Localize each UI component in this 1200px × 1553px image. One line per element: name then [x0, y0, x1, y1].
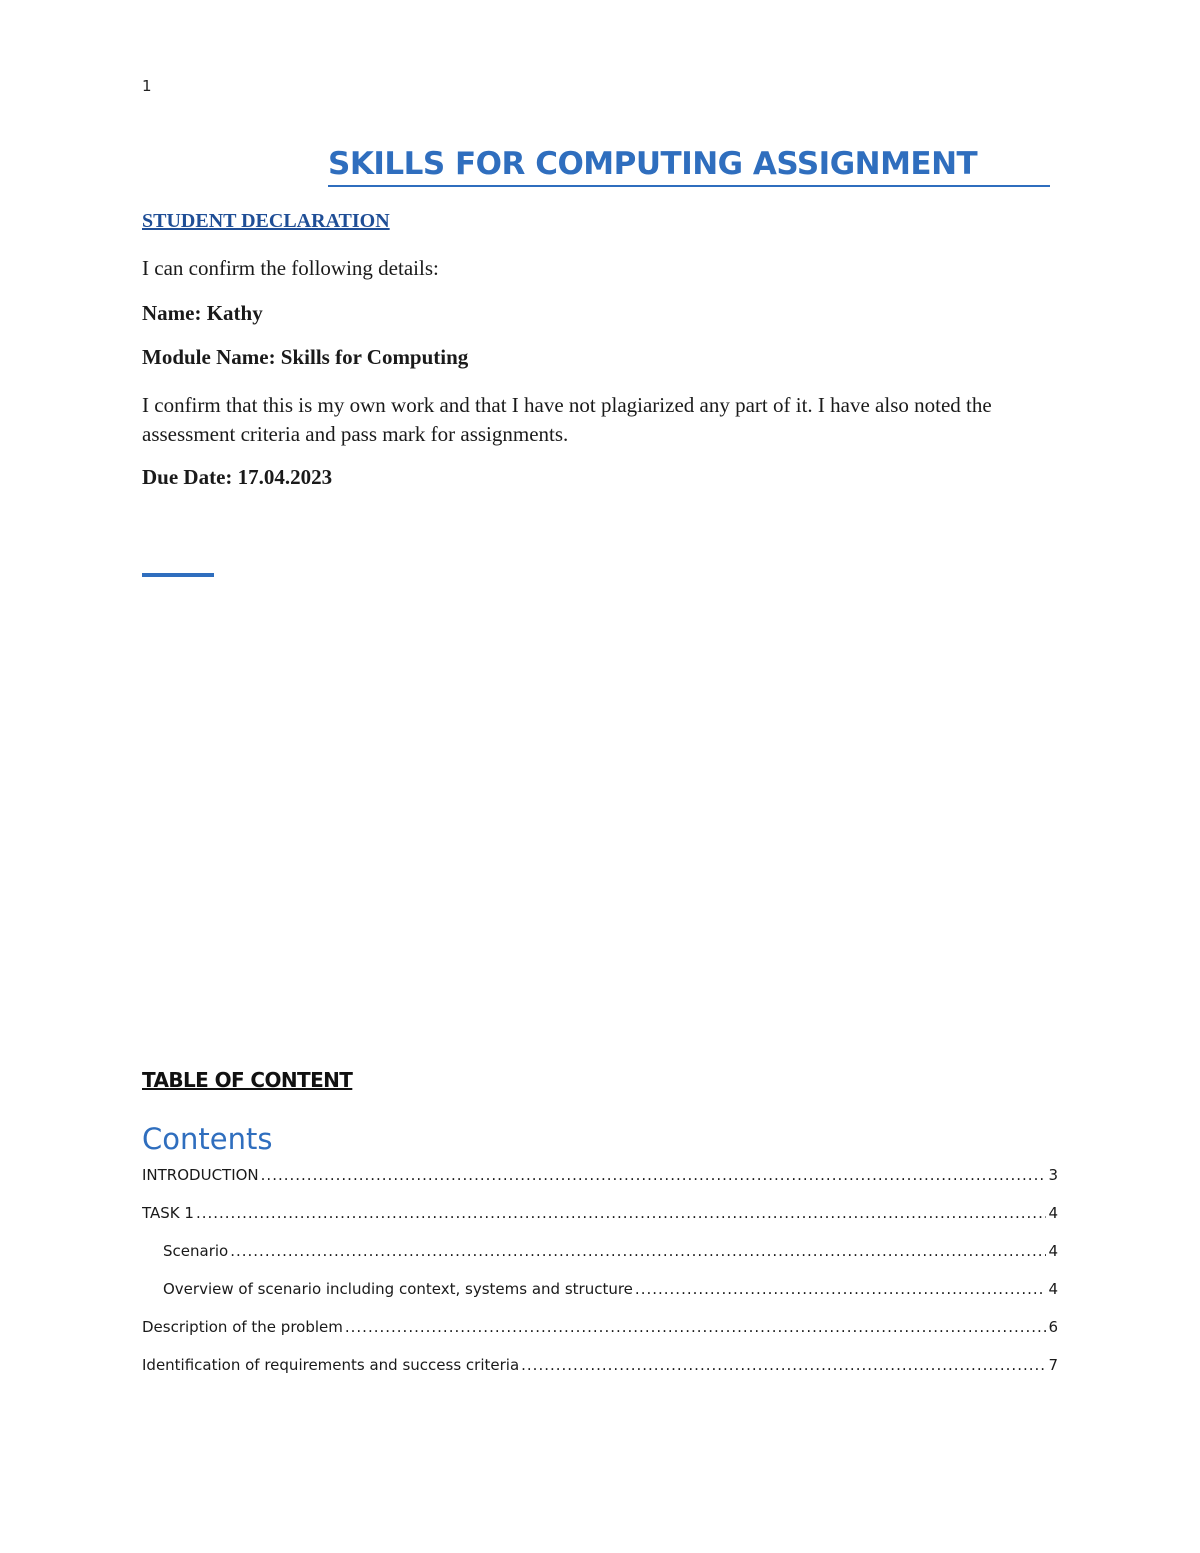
toc-entry-page: 4: [1048, 1204, 1058, 1222]
toc-entry-label: INTRODUCTION: [142, 1166, 259, 1184]
toc-entry-label: Identification of requirements and success criteria: [142, 1356, 520, 1374]
toc-entry-page: 6: [1048, 1318, 1058, 1336]
toc-entry-page: 4: [1048, 1280, 1058, 1298]
toc-entry-label: Scenario: [163, 1242, 229, 1260]
toc-entry-label: Description of the problem: [142, 1318, 343, 1336]
toc-entry-requirements[interactable]: [142, 1356, 1058, 1374]
toc-entry-page: 4: [1048, 1242, 1058, 1260]
divider-rule: [142, 573, 214, 577]
contents-title: Contents: [142, 1122, 273, 1156]
due-date: Due Date: 17.04.2023: [142, 465, 333, 489]
toc-leader-dots: [196, 1204, 1047, 1222]
document-title: SKILLS FOR COMPUTING ASSIGNMENT: [328, 146, 1050, 187]
toc-leader-dots: [521, 1356, 1046, 1374]
module-name: Module Name: Skills for Computing: [142, 345, 469, 369]
declaration-intro: I can confirm the following details:: [142, 256, 439, 280]
toc-leader-dots: [261, 1166, 1047, 1184]
toc-leader-dots: [345, 1318, 1047, 1336]
declaration-statement: I confirm that this is my own work and that I have not plagiarized any part of it. I have also noted the assessment criteria and pass mark for assignments.: [142, 393, 992, 446]
toc-entry-problem-description[interactable]: [142, 1318, 1058, 1336]
student-name: Name: Kathy: [142, 301, 263, 325]
toc-entry-page: 7: [1048, 1356, 1058, 1374]
toc-leader-dots: [230, 1242, 1046, 1260]
toc-leader-dots: [635, 1280, 1047, 1298]
toc-entry-page: 3: [1048, 1166, 1058, 1184]
toc-heading: TABLE OF CONTENT: [142, 1068, 353, 1092]
toc-entry-overview[interactable]: [163, 1280, 1058, 1298]
toc-entry-task-1[interactable]: [142, 1204, 1058, 1222]
declaration-heading: STUDENT DECLARATION: [142, 210, 390, 232]
toc-entry-scenario[interactable]: [163, 1242, 1058, 1260]
toc-entry-label: Overview of scenario including context, systems and structure: [163, 1280, 633, 1298]
toc-entry-label: TASK 1: [142, 1204, 194, 1222]
page-number: 1: [142, 77, 152, 95]
toc-entry-introduction[interactable]: [142, 1166, 1058, 1184]
